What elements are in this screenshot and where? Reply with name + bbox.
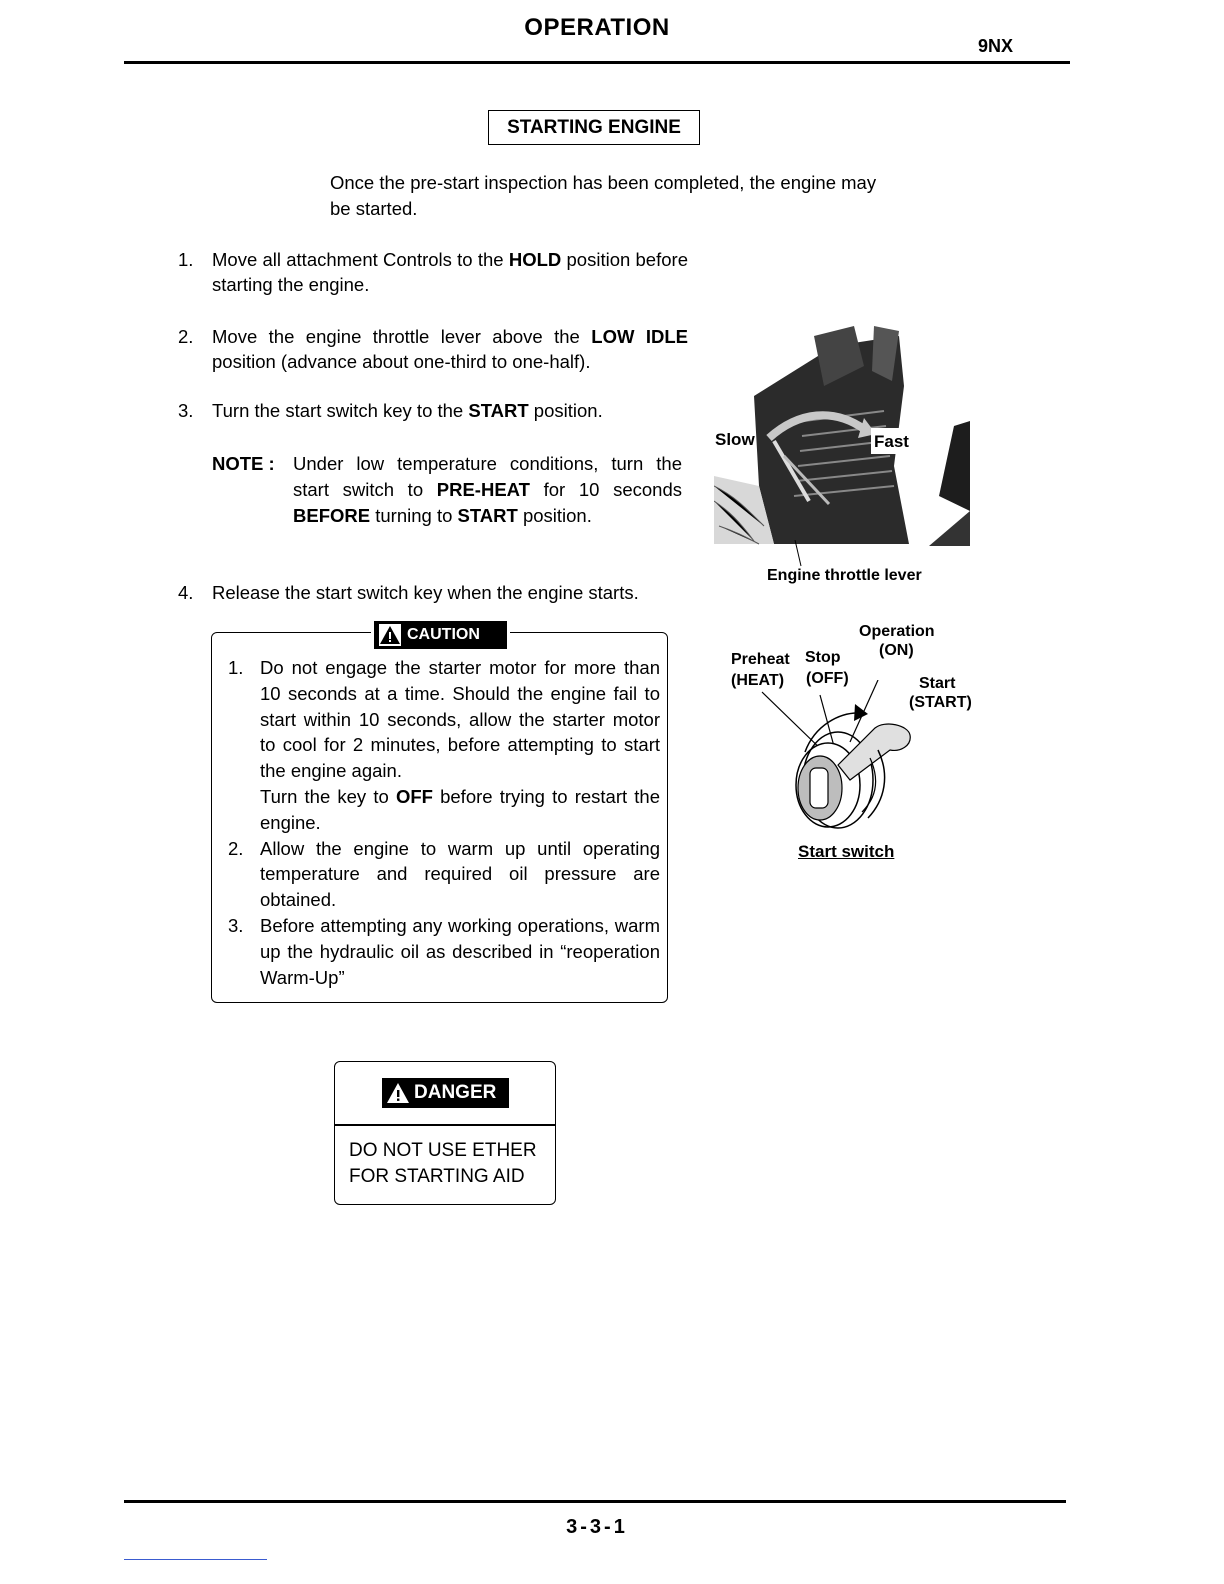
switch-off-label: (OFF) — [806, 670, 849, 687]
caution-item-number: 1. — [228, 657, 244, 678]
note — [212, 451, 682, 529]
switch-on-label: (ON) — [879, 642, 914, 659]
switch-preheat-label: Preheat — [731, 651, 790, 668]
page-title: OPERATION — [524, 14, 670, 41]
step-text: Move the engine throttle lever above the LOW IDLE position (advance about one-third to one-half). — [212, 326, 688, 372]
switch-operation-label: Operation — [859, 623, 935, 640]
switch-start-paren-label: (START) — [909, 694, 972, 711]
caution-label: CAUTION — [407, 626, 480, 643]
caution-item-number: 2. — [228, 837, 244, 859]
step-text: Turn the start switch key to the START position. — [212, 400, 603, 421]
caution-item — [228, 836, 660, 913]
note-label: NOTE : — [212, 453, 275, 474]
section-title: STARTING ENGINE — [488, 110, 700, 145]
danger-divider — [335, 1124, 555, 1126]
warning-triangle-icon — [386, 1082, 410, 1114]
caution-item-text: Allow the engine to warm up until operating temperature and required oil pressure are obtained. — [260, 837, 660, 911]
caution-item — [228, 784, 660, 836]
danger-line-2: FOR STARTING AID — [349, 1166, 525, 1187]
caution-item-text: Do not engage the starter motor for more than 10 seconds at a time. Should the engine fail to start within 10 seconds, allow the starter motor to cool for 2 minutes, before attempting to start the engine again. — [260, 657, 660, 782]
step-number: 3. — [178, 400, 194, 421]
step-4 — [178, 580, 688, 605]
switch-stop-label: Stop — [805, 649, 841, 666]
step-number: 2. — [178, 326, 194, 347]
intro-paragraph: Once the pre-start inspection has been completed, the engine may be started. — [330, 172, 877, 219]
page-number: 3-3-1 — [566, 1516, 628, 1538]
start-switch-drawing — [750, 680, 930, 840]
switch-heat-label: (HEAT) — [731, 672, 785, 689]
step-3 — [178, 398, 688, 423]
caution-badge — [371, 619, 510, 649]
danger-badge — [382, 1078, 509, 1108]
caution-item-text: Turn the key to OFF before trying to restart the engine. — [260, 785, 661, 833]
throttle-fast-label: Fast — [874, 432, 909, 451]
warning-triangle-icon — [379, 624, 401, 646]
model-label: 9NX — [978, 36, 1014, 56]
corner-mark — [124, 1559, 267, 1560]
danger-text — [349, 1138, 554, 1190]
step-number: 4. — [178, 582, 194, 603]
step-text: Release the start switch key when the engine starts. — [212, 582, 639, 603]
caution-item-number: 3. — [228, 914, 244, 936]
caution-list — [228, 655, 660, 990]
danger-line-1: DO NOT USE ETHER — [349, 1140, 537, 1161]
caution-item — [228, 655, 660, 784]
footer-rule — [124, 1500, 1066, 1503]
switch-start-label: Start — [919, 675, 956, 692]
header-rule — [124, 61, 1070, 64]
step-1 — [178, 247, 688, 297]
danger-label: DANGER — [414, 1082, 497, 1103]
throttle-caption: Engine throttle lever — [767, 567, 922, 584]
note-text: Under low temperature conditions, turn the start switch to PRE-HEAT for 10 seconds BEFORE turning to START position. — [293, 453, 682, 526]
caution-item — [228, 913, 660, 990]
step-2 — [178, 324, 688, 374]
switch-caption: Start switch — [798, 842, 895, 861]
caution-item-text: Before attempting any working operations, warm up the hydraulic oil as described in “reoperation Warm-Up” — [260, 914, 660, 988]
throttle-leader-line — [790, 540, 810, 570]
step-text: Move all attachment Controls to the HOLD position before starting the engine. — [212, 249, 688, 295]
throttle-slow-label: Slow — [715, 430, 755, 449]
step-number: 1. — [178, 249, 194, 270]
